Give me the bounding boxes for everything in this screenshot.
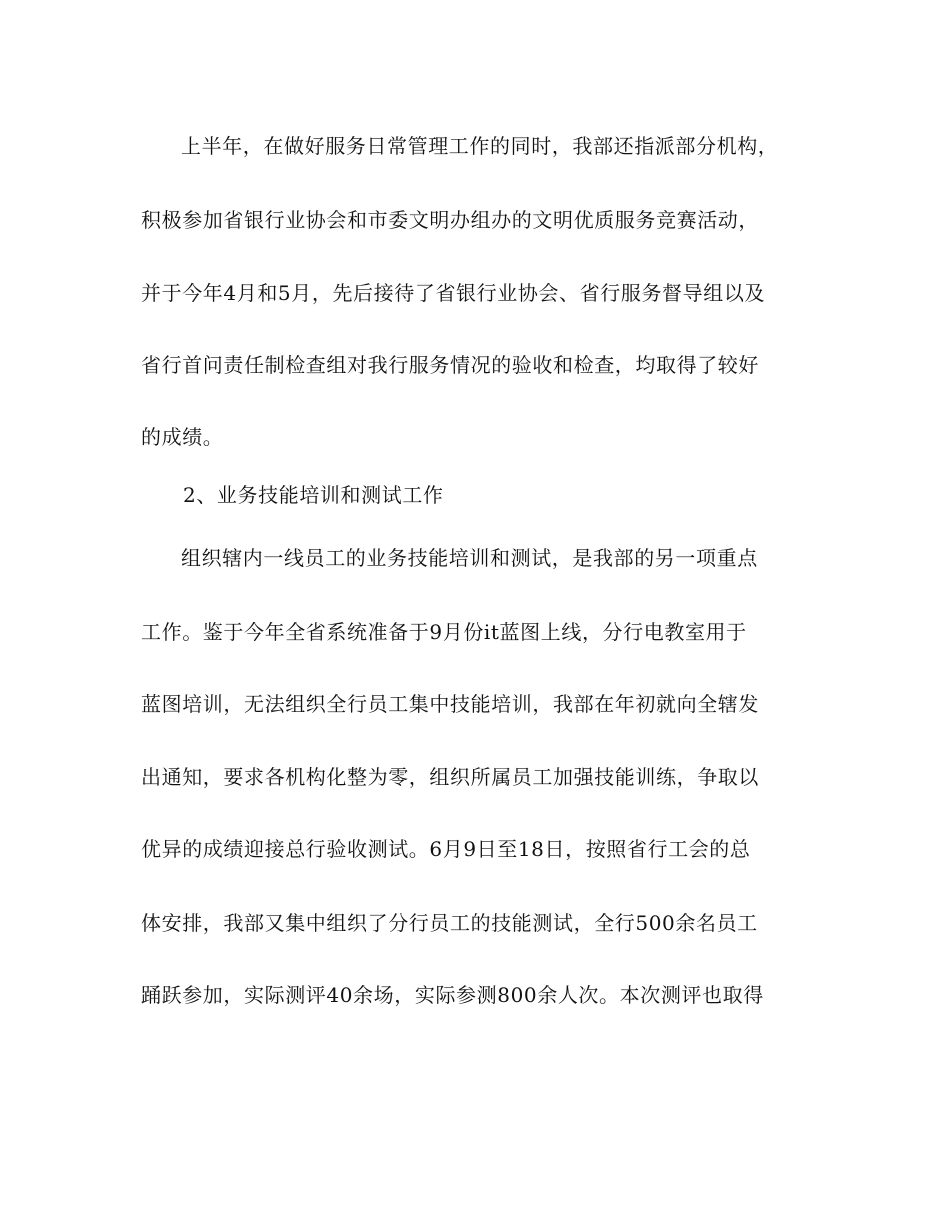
paragraph-line: 踊跃参加，实际测评40余场，实际参测800余人次。本次测评也取得 xyxy=(141,983,764,1007)
paragraph-line: 体安排，我部又集中组织了分行员工的技能测试，全行500余名员工 xyxy=(141,911,758,935)
paragraph-line: 并于今年4月和5月，先后接待了省银行业协会、省行服务督导组以及 xyxy=(141,281,766,305)
paragraph-line: 蓝图培训，无法组织全行员工集中技能培训，我部在年初就向全辖发 xyxy=(141,692,759,716)
paragraph-line: 上半年，在做好服务日常管理工作的同时，我部还指派部分机构， xyxy=(181,134,779,158)
paragraph-line: 优异的成绩迎接总行验收测试。6月9日至18日，按照省行工会的总 xyxy=(141,837,751,861)
paragraph-line: 的成绩。 xyxy=(141,425,224,449)
paragraph-line: 组织辖内一线员工的业务技能培训和测试，是我部的另一项重点 xyxy=(181,546,758,570)
section-heading: 2、业务技能培训和测试工作 xyxy=(183,483,444,507)
paragraph-line: 省行首问责任制检查组对我行服务情况的验收和检查，均取得了较好 xyxy=(141,353,759,377)
paragraph-line: 工作。鉴于今年全省系统准备于9月份it蓝图上线，分行电教室用于 xyxy=(141,620,747,644)
paragraph-line: 积极参加省银行业协会和市委文明办组办的文明优质服务竞赛活动， xyxy=(141,208,759,232)
paragraph-line: 出通知，要求各机构化整为零，组织所属员工加强技能训练，争取以 xyxy=(141,765,759,789)
